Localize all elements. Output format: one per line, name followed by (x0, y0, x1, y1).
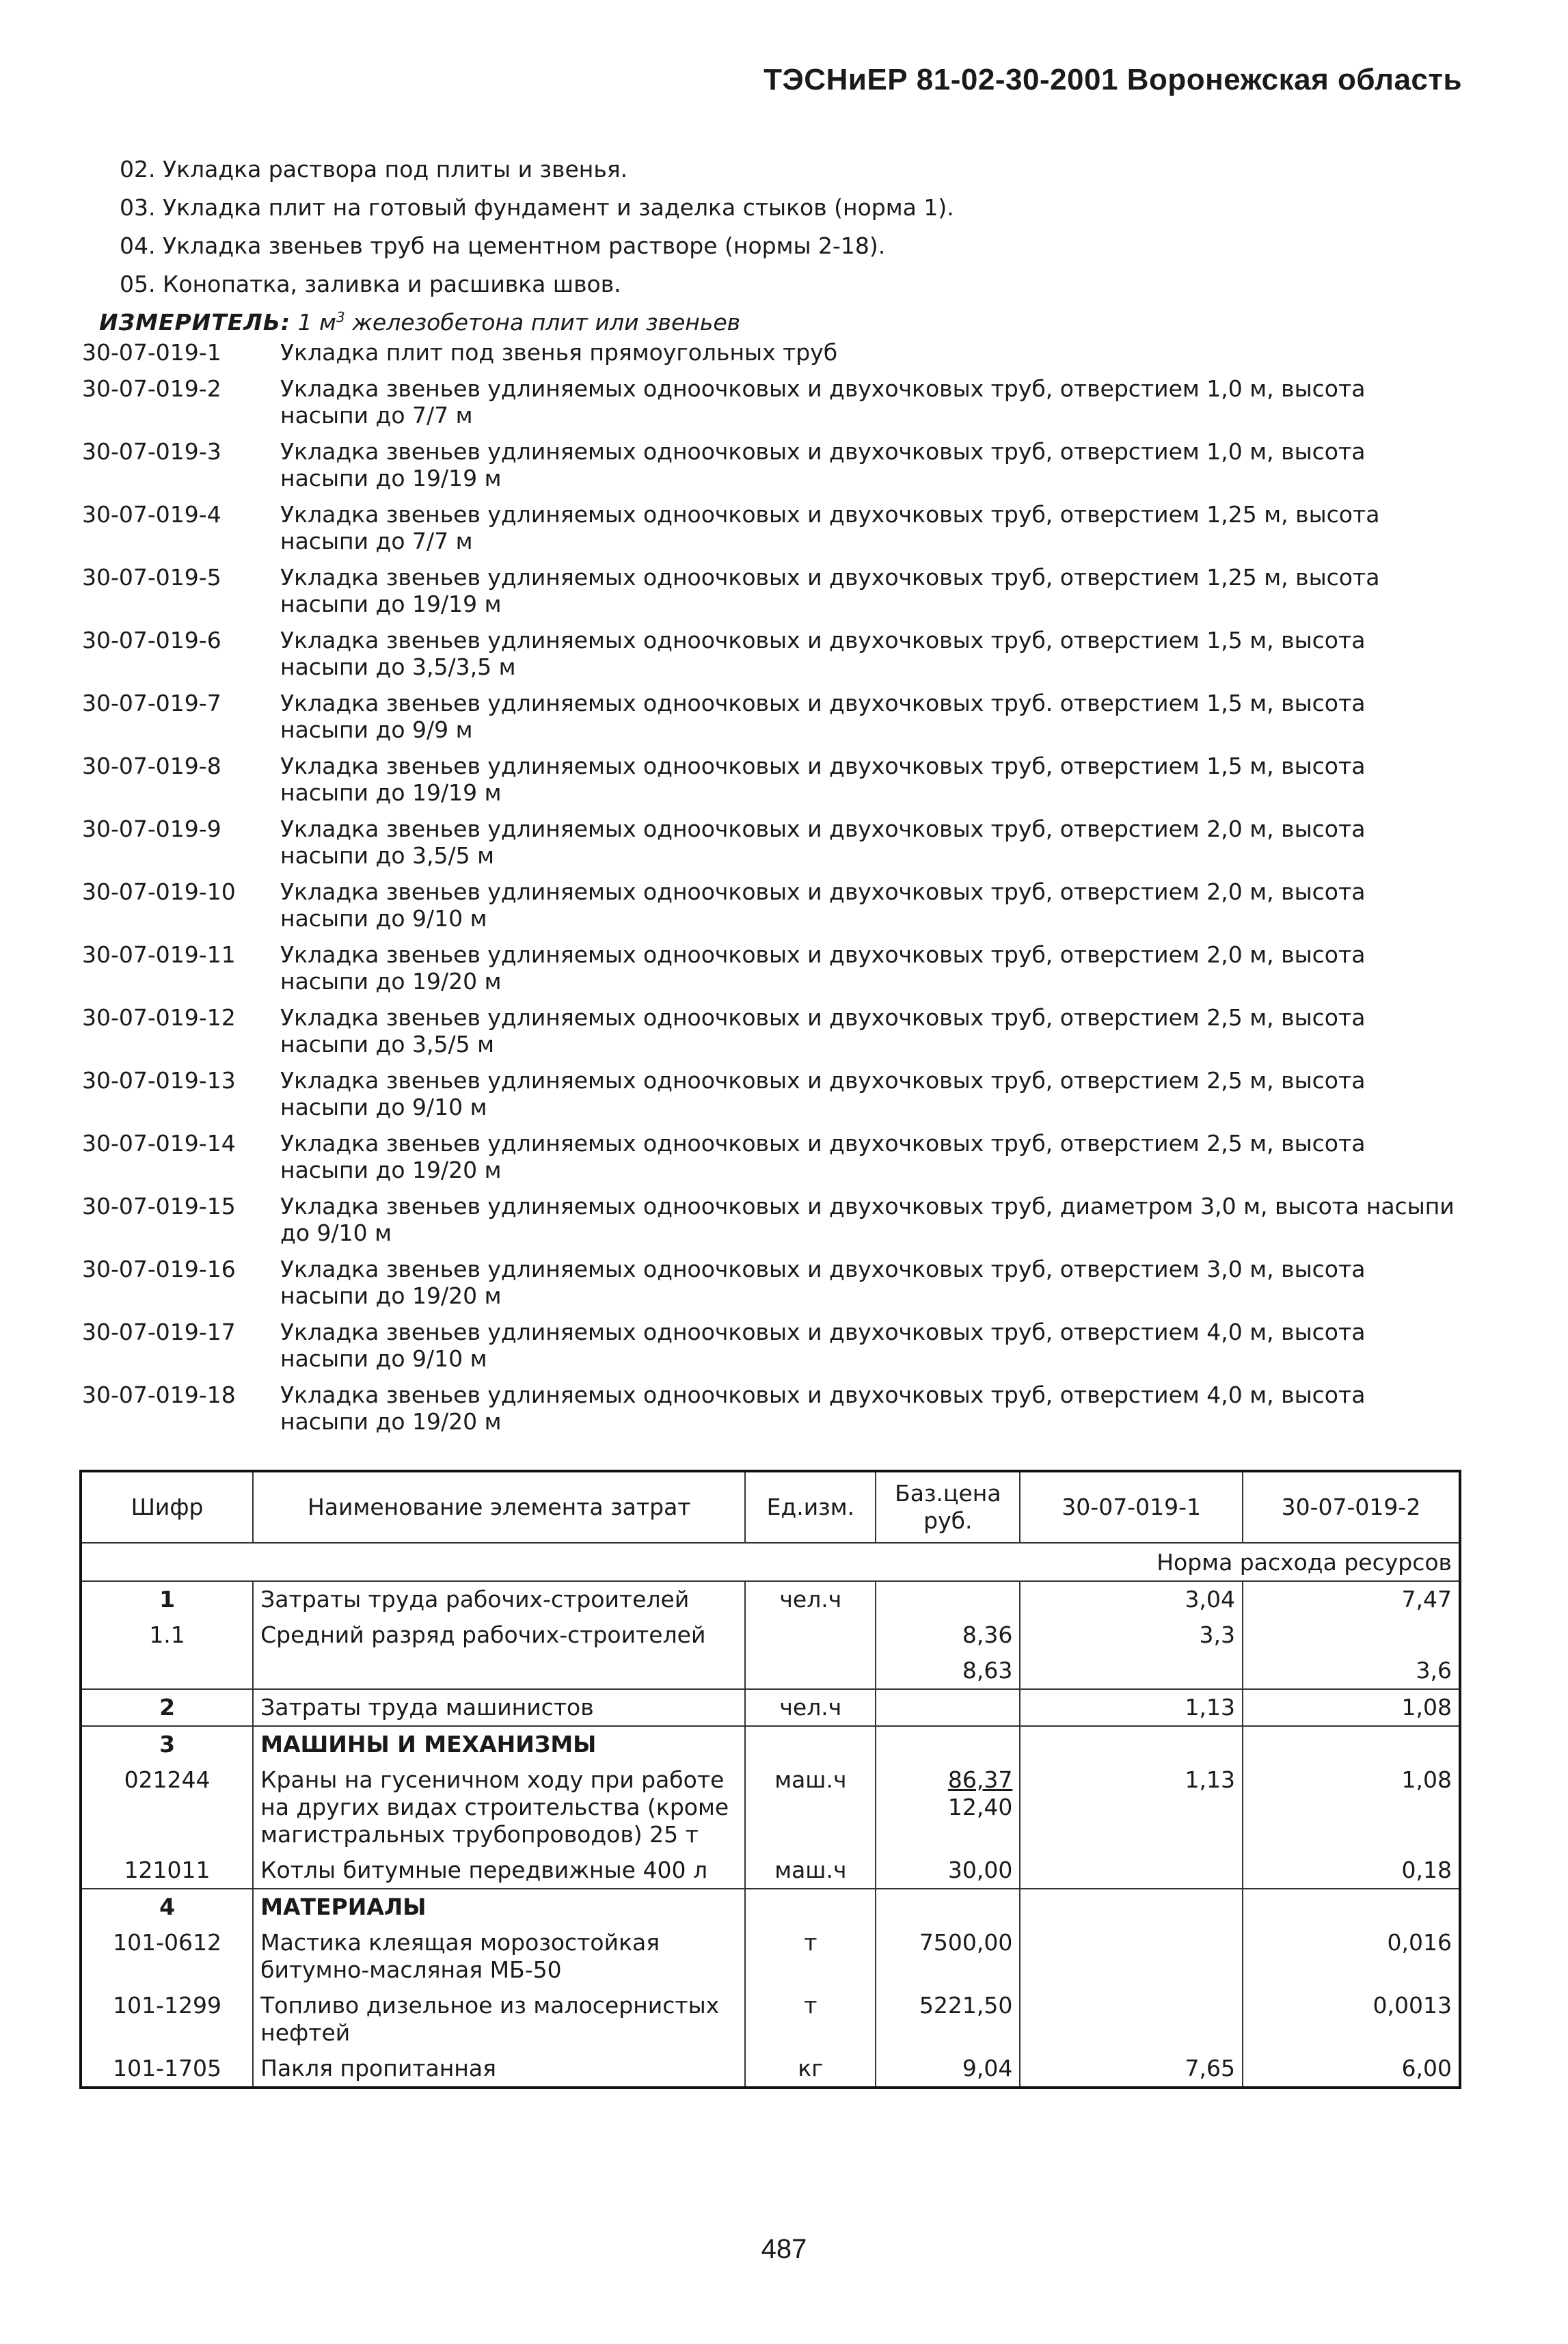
cell-unit (745, 1617, 876, 1653)
cell-norm-1: 3,04 (1020, 1581, 1243, 1617)
norm-item-text: Укладка звеньев удлиняемых одноочковых и двухочковых труб, отверстием 2,0 м, высота насыпи до 3,5/5 м (280, 816, 1366, 869)
cell-norm-2: 1,08 (1243, 1689, 1460, 1726)
table-row (81, 1653, 1460, 1689)
measure-label: ИЗМЕРИТЕЛЬ: (99, 309, 291, 336)
cell-code: 1.1 (81, 1617, 253, 1653)
cell-name: Котлы битумные передвижные 400 л (253, 1853, 745, 1889)
cell-norm-1 (1020, 1889, 1243, 1925)
cell-norm-2: 1,08 (1243, 1762, 1460, 1853)
norm-item-text: Укладка звеньев удлиняемых одноочковых и двухочковых труб, отверстием 1,25 м, высота насыпи до 19/19 м (280, 564, 1380, 617)
cell-name: Затраты труда рабочих-строителей (253, 1581, 745, 1617)
table-header-row (81, 1471, 1460, 1543)
norm-label: Норма расхода ресурсов (81, 1543, 1460, 1581)
norm-item (82, 1193, 1463, 1246)
cell-price: 8,63 (876, 1653, 1020, 1689)
cell-price: 7500,00 (876, 1925, 1020, 1988)
price-value-secondary: 12,40 (947, 1794, 1013, 1820)
cell-norm-1: 3,3 (1020, 1617, 1243, 1653)
norm-item (82, 375, 1463, 429)
norm-item-text: Укладка звеньев удлиняемых одноочковых и двухочковых труб, диаметром 3,0 м, высота насыпи до 9/10 м (280, 1193, 1455, 1246)
norm-item-text: Укладка плит под звенья прямоугольных труб (280, 339, 838, 366)
norm-item-code: 30-07-019-4 (82, 501, 221, 528)
norm-item-text: Укладка звеньев удлиняемых одноочковых и двухочковых труб, отверстием 3,0 м, высота насыпи до 19/20 м (280, 1256, 1366, 1309)
cell-norm-1 (1020, 1853, 1243, 1889)
cell-price: 9,04 (876, 2051, 1020, 2088)
cell-norm-1: 7,65 (1020, 2051, 1243, 2088)
norm-item (82, 816, 1463, 869)
cell-name: Мастика клеящая морозостойкая битумно-масляная МБ-50 (253, 1925, 745, 1988)
norm-item-code: 30-07-019-13 (82, 1067, 236, 1094)
work-composition (120, 150, 1487, 304)
norm-item (82, 1067, 1463, 1120)
col-header-code: Шифр (81, 1471, 253, 1543)
cell-norm-2: 6,00 (1243, 2051, 1460, 2088)
table-row (81, 1925, 1460, 1988)
norm-item-text: Укладка звеньев удлиняемых одноочковых и двухочковых труб, отверстием 1,25 м, высота насыпи до 7/7 м (280, 501, 1380, 554)
cell-unit: кг (745, 2051, 876, 2088)
cell-unit (745, 1653, 876, 1689)
cell-unit: маш.ч (745, 1762, 876, 1853)
norm-item-code: 30-07-019-16 (82, 1256, 236, 1282)
col-header-price: Баз.цена руб. (876, 1471, 1020, 1543)
norm-item (82, 627, 1463, 680)
cell-code (81, 1653, 253, 1689)
norm-item-text: Укладка звеньев удлиняемых одноочковых и двухочковых труб, отверстием 1,5 м, высота насыпи до 3,5/3,5 м (280, 627, 1366, 680)
norm-item (82, 1256, 1463, 1309)
norm-item-list (82, 339, 1463, 1444)
norm-item-code: 30-07-019-2 (82, 375, 221, 402)
cell-norm-2: 0,016 (1243, 1925, 1460, 1988)
norm-item-code: 30-07-019-7 (82, 690, 221, 716)
measure-line (99, 309, 740, 336)
norm-item-code: 30-07-019-12 (82, 1004, 236, 1031)
norm-item-code: 30-07-019-5 (82, 564, 221, 591)
norm-item-code: 30-07-019-17 (82, 1319, 236, 1345)
cell-unit: маш.ч (745, 1853, 876, 1889)
cell-price (876, 1689, 1020, 1726)
measure-text: железобетона плит или звеньев (344, 309, 741, 336)
col-header-name: Наименование элемента затрат (253, 1471, 745, 1543)
norm-item-text: Укладка звеньев удлиняемых одноочковых и двухочковых труб, отверстием 1,0 м, высота насыпи до 7/7 м (280, 375, 1366, 429)
cell-price (876, 1581, 1020, 1617)
cell-norm-2 (1243, 1617, 1460, 1653)
table-row (81, 1581, 1460, 1617)
cell-norm-2: 0,18 (1243, 1853, 1460, 1889)
norm-item-code: 30-07-019-1 (82, 339, 221, 366)
cell-price (876, 1726, 1020, 1762)
cell-price (876, 1889, 1020, 1925)
measure-unit: 1 м (297, 309, 336, 336)
document-header: ТЭСНиЕР 81-02-30-2001 Воронежская область (763, 63, 1462, 96)
cell-unit (745, 1726, 876, 1762)
work-step: 05. Конопатка, заливка и расшивка швов. (120, 271, 621, 297)
table-row (81, 2051, 1460, 2088)
cell-norm-1: 1,13 (1020, 1689, 1243, 1726)
norm-item (82, 564, 1463, 617)
page-number: 487 (761, 2234, 807, 2264)
cell-code: 1 (81, 1581, 253, 1617)
norm-label-row (81, 1543, 1460, 1581)
norm-item (82, 1319, 1463, 1372)
norm-item-text: Укладка звеньев удлиняемых одноочковых и двухочковых труб, отверстием 2,5 м, высота насыпи до 19/20 м (280, 1130, 1366, 1183)
norm-item (82, 1382, 1463, 1435)
norm-item-text: Укладка звеньев удлиняемых одноочковых и двухочковых труб, отверстием 1,5 м, высота насыпи до 19/19 м (280, 753, 1366, 806)
norm-item-text: Укладка звеньев удлиняемых одноочковых и двухочковых труб. отверстием 1,5 м, высота насыпи до 9/9 м (280, 690, 1366, 743)
cell-price: 5221,50 (876, 1988, 1020, 2051)
cell-name: МАТЕРИАЛЫ (253, 1889, 745, 1925)
cell-code: 101-0612 (81, 1925, 253, 1988)
norm-item-text: Укладка звеньев удлиняемых одноочковых и двухочковых труб, отверстием 1,0 м, высота насыпи до 19/19 м (280, 438, 1366, 491)
cell-code: 101-1299 (81, 1988, 253, 2051)
norm-item-code: 30-07-019-15 (82, 1193, 236, 1220)
cell-unit (745, 1889, 876, 1925)
cell-code: 4 (81, 1889, 253, 1925)
cell-unit: чел.ч (745, 1581, 876, 1617)
table-row (81, 1988, 1460, 2051)
cell-code: 101-1705 (81, 2051, 253, 2088)
work-step: 02. Укладка раствора под плиты и звенья. (120, 156, 628, 183)
norm-item (82, 339, 1463, 366)
col-header-norm-1: 30-07-019-1 (1020, 1471, 1243, 1543)
cell-norm-1 (1020, 1988, 1243, 2051)
cell-norm-1 (1020, 1925, 1243, 1988)
table-row (81, 1689, 1460, 1726)
norm-item-text: Укладка звеньев удлиняемых одноочковых и двухочковых труб, отверстием 2,5 м, высота насыпи до 9/10 м (280, 1067, 1366, 1120)
cell-code: 2 (81, 1689, 253, 1726)
norm-item-code: 30-07-019-8 (82, 753, 221, 779)
cell-code: 121011 (81, 1853, 253, 1889)
norm-item-text: Укладка звеньев удлиняемых одноочковых и двухочковых труб, отверстием 2,5 м, высота насыпи до 3,5/5 м (280, 1004, 1366, 1058)
work-step: 03. Укладка плит на готовый фундамент и заделка стыков (норма 1). (120, 194, 954, 221)
norm-item (82, 501, 1463, 554)
cell-norm-1 (1020, 1653, 1243, 1689)
table-row (81, 1726, 1460, 1762)
cell-norm-2: 7,47 (1243, 1581, 1460, 1617)
cell-name: Средний разряд рабочих-строителей (253, 1617, 745, 1653)
norm-item-code: 30-07-019-14 (82, 1130, 236, 1157)
cell-norm-2: 3,6 (1243, 1653, 1460, 1689)
norm-item-text: Укладка звеньев удлиняемых одноочковых и двухочковых труб, отверстием 4,0 м, высота насыпи до 19/20 м (280, 1382, 1366, 1435)
norm-item-code: 30-07-019-18 (82, 1382, 236, 1408)
measure-exponent: 3 (336, 309, 345, 325)
cell-norm-2 (1243, 1726, 1460, 1762)
table-row (81, 1762, 1460, 1853)
cell-name: Краны на гусеничном ходу при работе на других видах строительства (кроме магистральных трубопроводов) 25 т (253, 1762, 745, 1853)
cell-code: 3 (81, 1726, 253, 1762)
col-header-unit: Ед.изм. (745, 1471, 876, 1543)
cell-norm-1: 1,13 (1020, 1762, 1243, 1853)
norm-item-code: 30-07-019-10 (82, 878, 236, 905)
norm-item (82, 1130, 1463, 1183)
col-header-norm-2: 30-07-019-2 (1243, 1471, 1460, 1543)
table-row (81, 1617, 1460, 1653)
price-value: 86,37 (947, 1766, 1013, 1793)
cell-name: Затраты труда машинистов (253, 1689, 745, 1726)
norm-item (82, 753, 1463, 806)
cell-price: 30,00 (876, 1853, 1020, 1889)
cell-code: 021244 (81, 1762, 253, 1853)
cell-norm-2 (1243, 1889, 1460, 1925)
cell-name: Пакля пропитанная (253, 2051, 745, 2088)
cell-norm-1 (1020, 1726, 1243, 1762)
table-row (81, 1853, 1460, 1889)
norm-item-code: 30-07-019-3 (82, 438, 221, 465)
cell-name: Топливо дизельное из малосернистых нефтей (253, 1988, 745, 2051)
cell-price (876, 1762, 1020, 1853)
norm-item (82, 878, 1463, 932)
norm-item (82, 438, 1463, 491)
table-row (81, 1889, 1460, 1925)
norm-item (82, 941, 1463, 995)
cell-name: МАШИНЫ И МЕХАНИЗМЫ (253, 1726, 745, 1762)
norm-item-code: 30-07-019-9 (82, 816, 221, 842)
norm-item-code: 30-07-019-11 (82, 941, 236, 968)
cell-unit: чел.ч (745, 1689, 876, 1726)
cell-unit: т (745, 1988, 876, 2051)
cell-price: 8,36 (876, 1617, 1020, 1653)
cell-unit: т (745, 1925, 876, 1988)
cell-name (253, 1653, 745, 1689)
norm-item-text: Укладка звеньев удлиняемых одноочковых и двухочковых труб, отверстием 2,0 м, высота насыпи до 9/10 м (280, 878, 1366, 932)
resource-table (79, 1470, 1461, 2089)
norm-item-code: 30-07-019-6 (82, 627, 221, 654)
cell-norm-2: 0,0013 (1243, 1988, 1460, 2051)
work-step: 04. Укладка звеньев труб на цементном растворе (нормы 2-18). (120, 232, 886, 259)
norm-item-text: Укладка звеньев удлиняемых одноочковых и двухочковых труб, отверстием 2,0 м, высота насыпи до 19/20 м (280, 941, 1366, 995)
norm-item (82, 1004, 1463, 1058)
norm-item (82, 690, 1463, 743)
norm-item-text: Укладка звеньев удлиняемых одноочковых и двухочковых труб, отверстием 4,0 м, высота насыпи до 9/10 м (280, 1319, 1366, 1372)
